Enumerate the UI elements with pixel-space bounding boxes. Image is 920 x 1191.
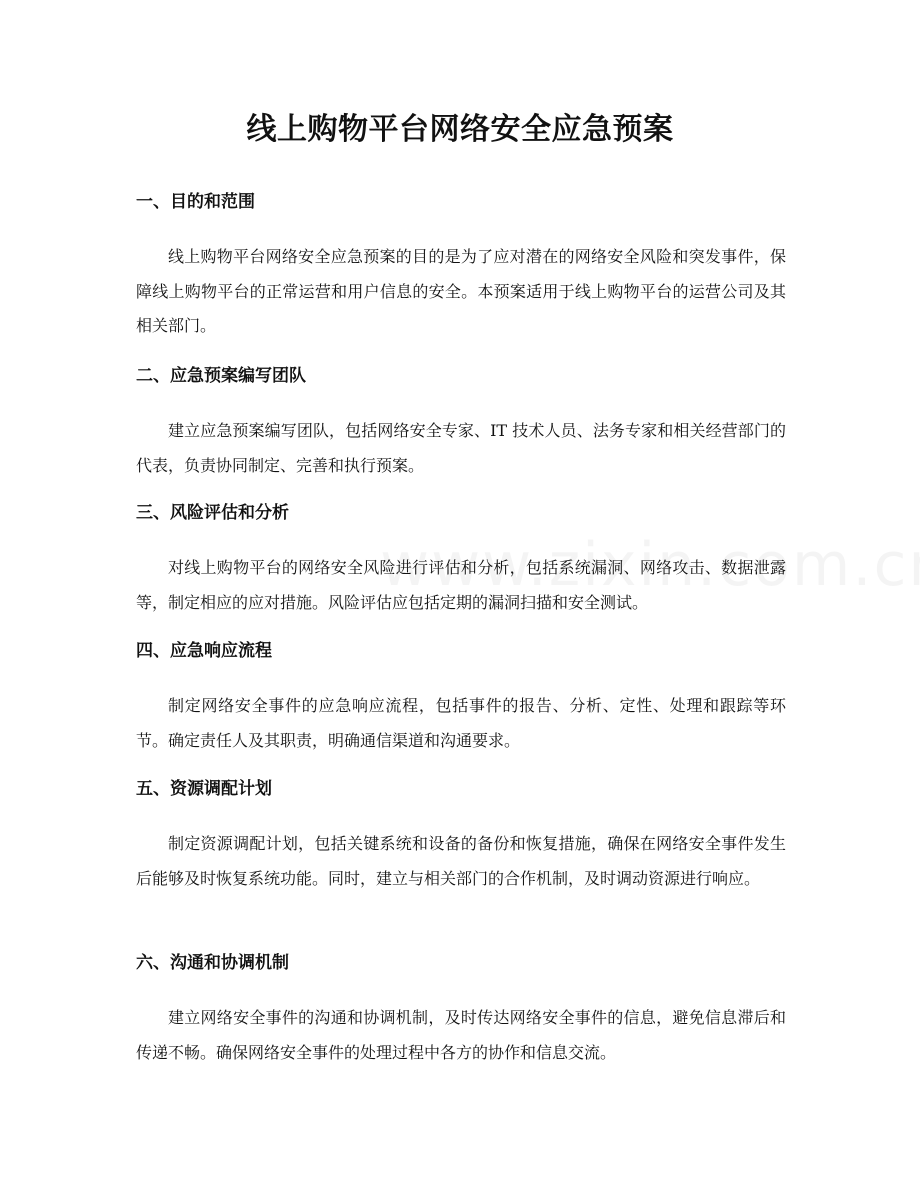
section-body: 建立应急预案编写团队，包括网络安全专家、IT 技术人员、法务专家和相关经营部门的代表，负责协同制定、完善和执行预案。 [136, 421, 786, 475]
section-resource-plan [136, 776, 786, 896]
section-body: 线上购物平台网络安全应急预案的目的是为了应对潜在的网络安全风险和突发事件，保障线上购物平台的正常运营和用户信息的安全。本预案适用于线上购物平台的运营公司及其相关部门。 [136, 247, 786, 335]
section-body: 制定资源调配计划，包括关键系统和设备的备份和恢复措施，确保在网络安全事件发生后能够及时恢复系统功能。同时，建立与相关部门的合作机制，及时调动资源进行响应。 [136, 834, 786, 888]
section-heading: 六、沟通和协调机制 [136, 953, 289, 973]
section-heading: 一、目的和范围 [136, 192, 255, 212]
section-body: 对线上购物平台的网络安全风险进行评估和分析，包括系统漏洞、网络攻击、数据泄露等，制定相应的应对措施。风险评估应包括定期的漏洞扫描和安全测试。 [136, 558, 786, 612]
section-heading: 三、风险评估和分析 [136, 503, 289, 523]
section-body: 建立网络安全事件的沟通和协调机制，及时传达网络安全事件的信息，避免信息滞后和传递不畅。确保网络安全事件的处理过程中各方的协作和信息交流。 [136, 1008, 786, 1062]
section-purpose-scope [136, 189, 786, 344]
section-heading: 五、资源调配计划 [136, 779, 272, 799]
document-title: 线上购物平台网络安全应急预案 [246, 112, 674, 147]
section-risk-assessment [136, 500, 786, 620]
section-team [136, 363, 786, 483]
section-response-process [136, 638, 786, 758]
section-communication [136, 950, 786, 1070]
section-heading: 二、应急预案编写团队 [136, 366, 306, 386]
section-body: 制定网络安全事件的应急响应流程，包括事件的报告、分析、定性、处理和跟踪等环节。确定责任人及其职责，明确通信渠道和沟通要求。 [136, 696, 786, 750]
section-heading: 四、应急响应流程 [136, 641, 272, 661]
